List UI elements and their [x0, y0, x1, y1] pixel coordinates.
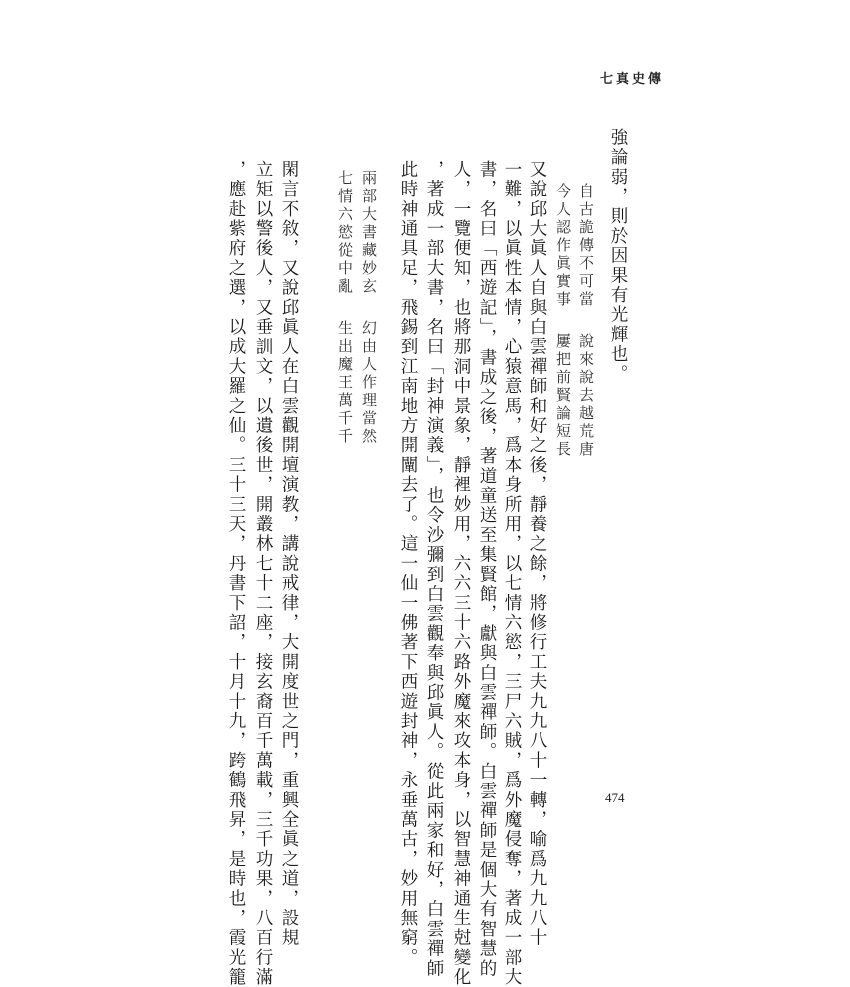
text-column-6: ，著成一部大書，名曰「封神演義」，也令沙彌到白雲觀奉與邱眞人。從此兩家和好，白雲禪師	[424, 160, 444, 979]
text-column-1: 強論弱，則於因果有光輝也。	[608, 128, 628, 385]
verse-line-1	[573, 183, 599, 459]
running-head: 七真史傳	[600, 72, 665, 87]
text-column-8: 閑言不敘，又說邱眞人在白雲觀開壇演教，講說戒律，大開度世之門，重興全眞之道，設規	[279, 160, 299, 948]
verse-half: 幻由人作理當然	[360, 320, 378, 446]
verse-half: 今人認作眞實事	[554, 183, 572, 309]
text-column-9: 立矩以警後人，又垂訓文，以遺後世，開叢林七十二座，接玄裔百千萬載，三千功果，八百行滿	[253, 160, 273, 987]
text-column-7: 此時神通具足，飛錫到江南地方開闡去了。這一仙一佛著下西遊封神，永垂萬古，妙用無窮。	[398, 160, 418, 968]
verse-half: 自古詭傳不可當	[577, 183, 595, 309]
verse-line-3	[356, 170, 382, 446]
text-column-2: 又說邱大眞人自與白雲禪師和好之後，靜養之餘，將修行工夫九九八十一轉，喻爲九九八十	[527, 160, 547, 948]
verse-half: 生出魔王萬千千	[336, 320, 354, 446]
verse-line-4	[332, 170, 358, 446]
page-number: 474	[605, 790, 625, 805]
verse-line-2	[550, 183, 576, 459]
text-column-3: 一難，以眞性本情，心猿意馬，爲本身所用，以七情六慾，三尸六賊，爲外魔侵奪，著成一部大	[502, 160, 522, 987]
verse-half: 屢把前賢論短長	[554, 333, 572, 459]
text-column-10: ，應赴紫府之選，以成大羅之仙。三十三天，丹書下詔，十月十九，跨鶴飛昇，是時也，霞光籠	[226, 160, 246, 987]
text-column-5: 人，一覽便知，也將那洞中景象，靜裡妙用，六六三十六路外魔來攻本身，以智慧神通生尅變化	[451, 160, 471, 987]
text-column-4: 書，名曰「西遊記」，書成之後，著道童送至集賢館，獻與白雲禪師。白雲禪師是個大有智慧的	[477, 160, 497, 979]
verse-half: 說來說去越荒唐	[577, 333, 595, 459]
verse-half: 兩部大書藏妙玄	[360, 170, 378, 296]
verse-half: 七情六慾從中亂	[336, 170, 354, 296]
